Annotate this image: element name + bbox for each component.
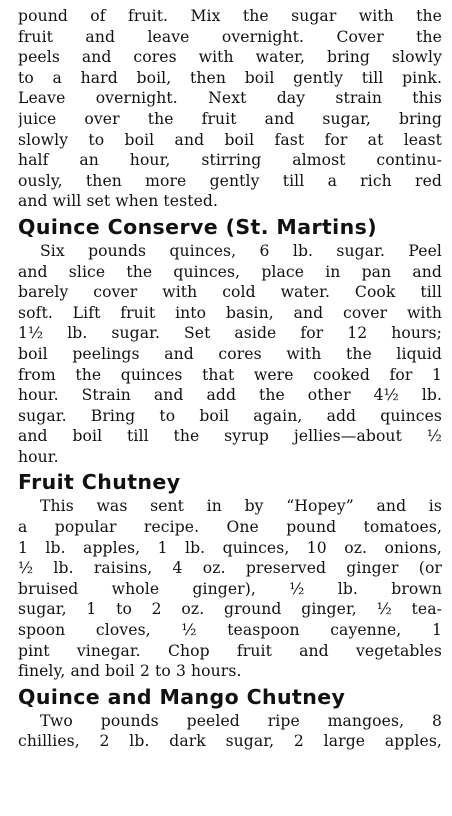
text-line: hour. <box>18 447 59 466</box>
text-line: boil peelings and cores with the liquid <box>18 344 442 363</box>
recipe-title: Quince Conserve (St. Martins) <box>18 214 377 239</box>
text-line: and will set when tested. <box>18 192 219 211</box>
text-line: bruised whole ginger), ½ lb. brown <box>18 579 442 598</box>
text-line: juice over the fruit and sugar, bring <box>18 109 442 128</box>
text-line: finely, and boil 2 to 3 hours. <box>18 662 242 681</box>
recipe-title: Fruit Chutney <box>18 470 181 495</box>
text-line: a popular recipe. One pound tomatoes, <box>18 518 442 537</box>
text-line: ½ lb. raisins, 4 oz. preserved ginger (or <box>18 559 442 578</box>
text-line: 1 lb. apples, 1 lb. quinces, 10 oz. onions, <box>18 538 442 557</box>
text-line: Six pounds quinces, 6 lb. sugar. Peel <box>40 241 442 260</box>
text-line: and slice the quinces, place in pan and <box>18 262 442 281</box>
text-line: pint vinegar. Chop fruit and vegetables <box>18 641 442 660</box>
text-line: barely cover with cold water. Cook till <box>18 283 442 302</box>
text-line: soft. Lift fruit into basin, and cover with <box>18 303 442 322</box>
text-line: and boil till the syrup jellies—about ½ <box>18 427 442 446</box>
text-line: chillies, 2 lb. dark sugar, 2 large apples, <box>18 732 442 751</box>
intro-paragraph <box>18 6 442 212</box>
recipe-quince-mango-chutney <box>18 684 442 752</box>
text-line: sugar. Bring to boil again, add quinces <box>18 406 442 425</box>
text-line: slowly to boil and boil fast for at least <box>18 130 442 149</box>
text-line: 1½ lb. sugar. Set aside for 12 hours; <box>18 324 442 343</box>
text-line: hour. Strain and add the other 4½ lb. <box>18 386 442 405</box>
recipe-fruit-chutney <box>18 469 442 681</box>
text-line: from the quinces that were cooked for 1 <box>18 365 442 384</box>
text-line: Two pounds peeled ripe mangoes, 8 <box>40 711 442 730</box>
text-line: fruit and leave overnight. Cover the <box>18 27 442 46</box>
text-line: half an hour, stirring almost continu- <box>18 151 442 170</box>
text-line: Leave overnight. Next day strain this <box>18 89 442 108</box>
text-line: to a hard boil, then boil gently till pink. <box>18 68 442 87</box>
text-line: peels and cores with water, bring slowly <box>18 48 442 67</box>
text-line: sugar, 1 to 2 oz. ground ginger, ½ tea- <box>18 600 442 619</box>
recipe-title: Quince and Mango Chutney <box>18 684 346 709</box>
text-line: ously, then more gently till a rich red <box>18 171 442 190</box>
text-line: pound of fruit. Mix the sugar with the <box>18 7 442 25</box>
text-line: This was sent in by “Hopey” and is <box>40 497 442 516</box>
recipe-quince-conserve <box>18 214 442 468</box>
text-line: spoon cloves, ½ teaspoon cayenne, 1 <box>18 621 442 640</box>
